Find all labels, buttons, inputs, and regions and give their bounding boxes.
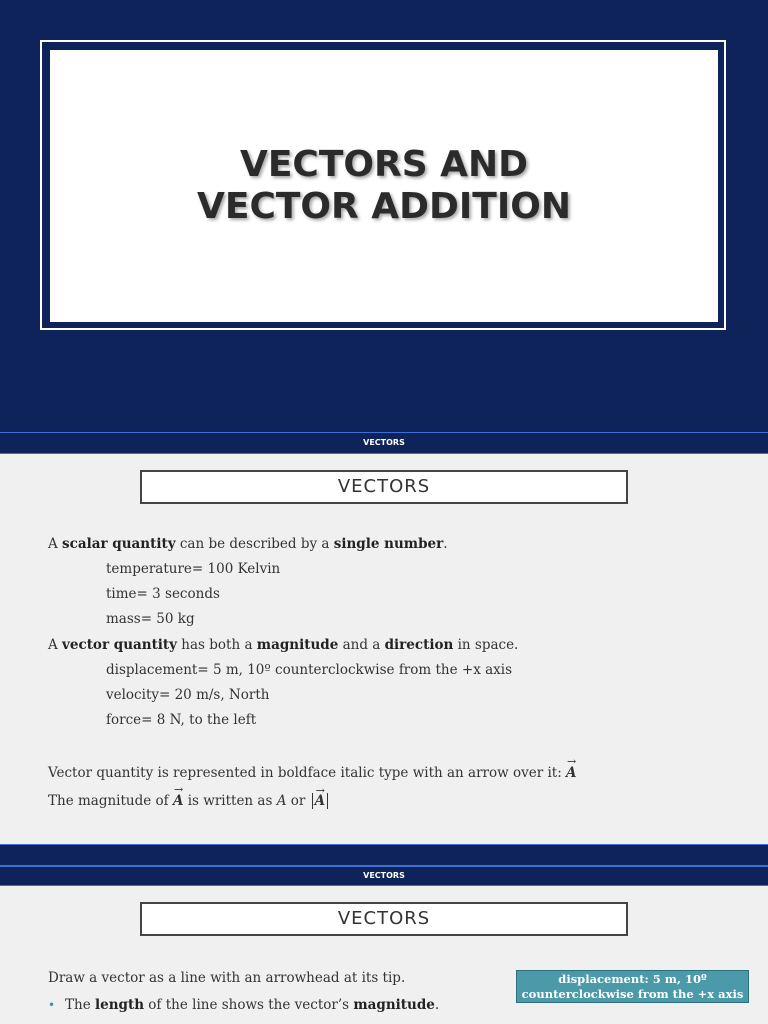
vectors-slide-2 <box>0 886 768 1024</box>
slide-header-strip-2: VECTORS <box>0 866 768 886</box>
scalar-example-temperature: temperature= 100 Kelvin <box>106 561 281 577</box>
slide-title <box>197 144 571 228</box>
draw-vector-intro: Draw a vector as a line with an arrowhead at its tip. <box>48 970 406 986</box>
section-title: VECTORS <box>140 470 628 504</box>
magnitude-bars: → A <box>312 793 328 809</box>
displacement-label-box: displacement: 5 m, 10º counterclockwise from the +x axis <box>516 970 749 1003</box>
title-line-2: VECTOR ADDITION <box>197 186 571 227</box>
vector-example-force: force= 8 N, to the left <box>106 712 257 728</box>
scalar-intro: A scalar quantity can be described by a single number. <box>48 536 448 552</box>
title-line-1: VECTORS AND <box>239 144 529 185</box>
section-title-2: VECTORS <box>140 902 628 936</box>
vectors-slide-1 <box>0 454 768 844</box>
scalar-example-time: time= 3 seconds <box>106 586 220 602</box>
vector-example-displacement: displacement= 5 m, 10º counterclockwise from the +x axis <box>106 662 513 678</box>
bullet-icon: • <box>48 998 56 1012</box>
notation-line-1: Vector quantity is represented in boldface italic type with an arrow over it: → A <box>48 765 577 781</box>
scalar-example-mass: mass= 50 kg <box>106 611 195 627</box>
vector-intro: A vector quantity has both a magnitude and a direction in space. <box>48 637 519 653</box>
vector-symbol: → A <box>566 765 576 781</box>
slide-divider-strip <box>0 844 768 866</box>
title-box <box>50 50 718 322</box>
notation-line-2: The magnitude of → A is written as A or → A <box>48 793 328 809</box>
title-slide <box>0 0 768 432</box>
slide-header-strip: VECTORS <box>0 432 768 454</box>
vector-example-velocity: velocity= 20 m/s, North <box>106 687 270 703</box>
length-bullet: The length of the line shows the vector’s magnitude. <box>65 997 440 1013</box>
